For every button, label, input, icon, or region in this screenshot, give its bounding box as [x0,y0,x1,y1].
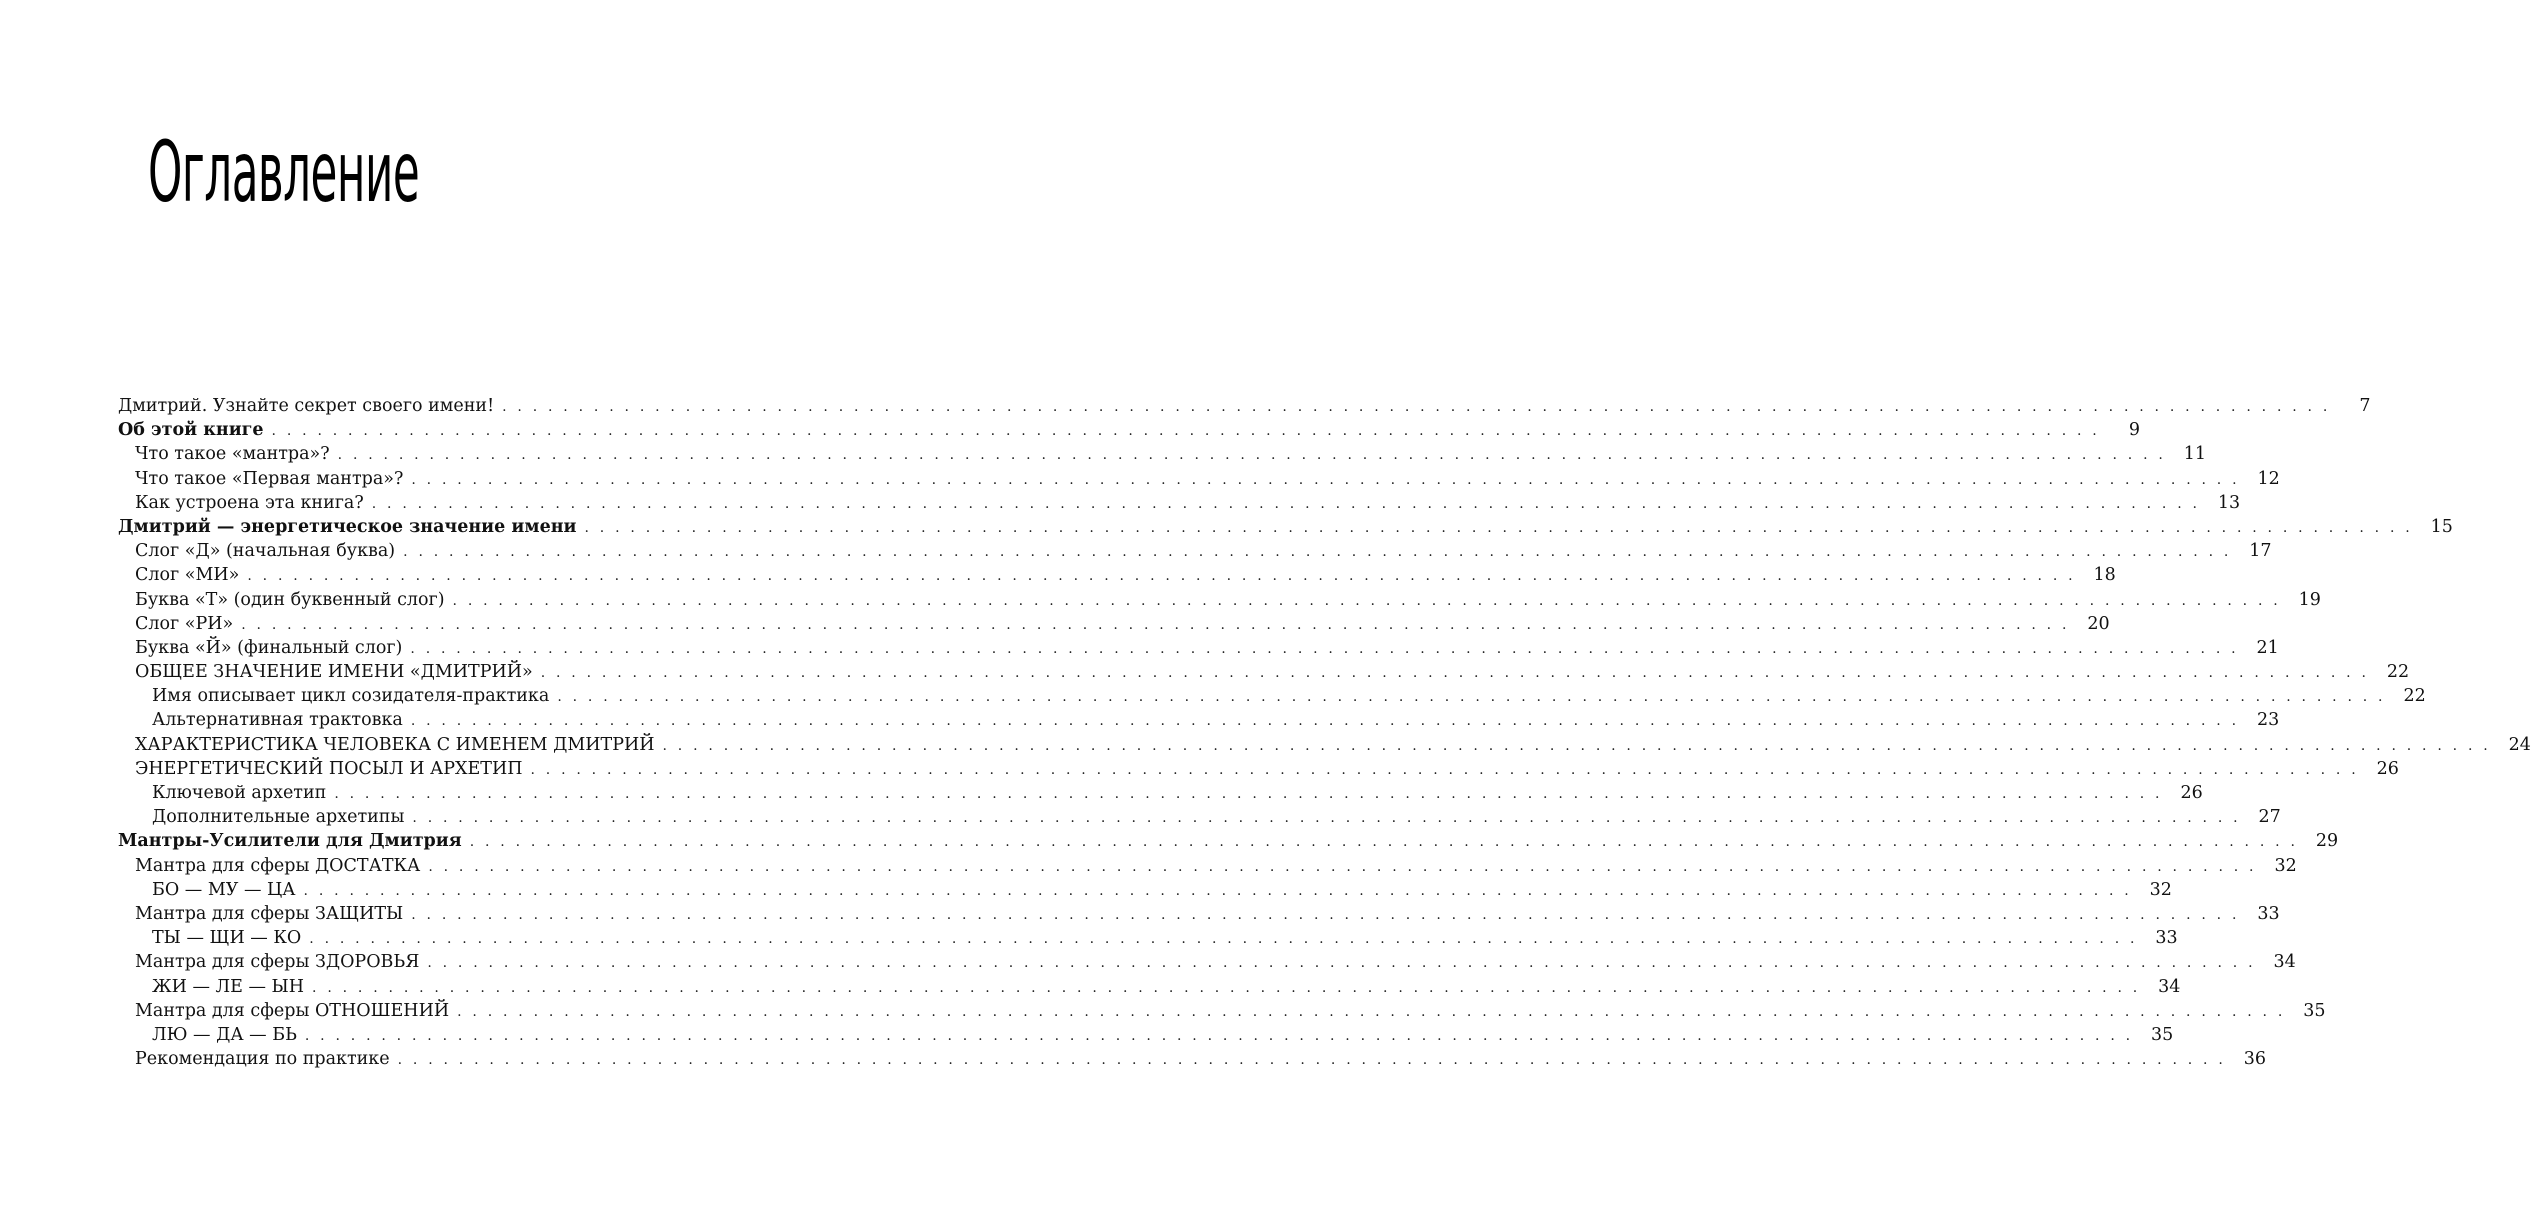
toc-dot-leader: . . . . . . . . . . . . . . . . . . . . . . . . . . . . . . . . . . . . . . . . . . . . . . . . . . . . . . . . . . . . . . . . . . . . . . . . . . . . . . . . . . . . . . . . . . . . . . . . . . . . . . . . . . . . . . . . . . . . . . . . [309,931,2138,948]
toc-dot-leader: . . . . . . . . . . . . . . . . . . . . . . . . . . . . . . . . . . . . . . . . . . . . . . . . . . . . . . . . . . . . . . . . . . . . . . . . . . . . . . . . . . . . . . . . . . . . . . . . . . . . . . . . . . . . . . . . . . . . . . . . [428,858,2257,875]
toc-entry-page-number: 9 [2128,420,2140,441]
toc-entry-page-number: 12 [2257,468,2280,489]
toc-entry[interactable] [118,660,2410,684]
toc-entry[interactable] [118,878,2172,902]
toc-dot-leader: . . . . . . . . . . . . . . . . . . . . . . . . . . . . . . . . . . . . . . . . . . . . . . . . . . . . . . . . . . . . . . . . . . . . . . . . . . . . . . . . . . . . . . . . . . . . . . . . . . . . . . . . . . . . . . . . . . . . . . . . [502,399,2331,415]
toc-dot-leader: . . . . . . . . . . . . . . . . . . . . . . . . . . . . . . . . . . . . . . . . . . . . . . . . . . . . . . . . . . . . . . . . . . . . . . . . . . . . . . . . . . . . . . . . . . . . . . . . . . . . . . . . . . . . . . . . . . . . . . . . [304,1027,2134,1044]
toc-entry[interactable] [118,467,2280,491]
toc-entry-title: Буква «Й» (финальный слог) [135,637,403,658]
toc-dot-leader: . . . . . . . . . . . . . . . . . . . . . . . . . . . . . . . . . . . . . . . . . . . . . . . . . . . . . . . . . . . . . . . . . . . . . . . . . . . . . . . . . . . . . . . . . . . . . . . . . . . . . . . . . . . . . . . . . . . . . . . . [557,689,2386,706]
toc-entry-page-number: 20 [2087,613,2110,634]
toc-entry-title: ЖИ — ЛЕ — ЫН [152,976,305,997]
toc-dot-leader: . . . . . . . . . . . . . . . . . . . . . . . . . . . . . . . . . . . . . . . . . . . . . . . . . . . . . . . . . . . . . . . . . . . . . . . . . . . . . . . . . . . . . . . . . . . . . . . . . . . . . . . . . . . . . . . . . . . . . . . . [662,737,2491,754]
toc-entry-title: Слог «РИ» [135,613,234,634]
toc-entry-page-number: 34 [2158,976,2181,997]
toc-entry-page-number: 22 [2403,686,2426,707]
toc-entry-title: Слог «МИ» [135,565,240,586]
toc-entry[interactable] [118,999,2326,1023]
toc-entry-page-number: 32 [2274,855,2297,876]
toc-entry-page-number: 15 [2430,516,2453,537]
toc-entry-page-number: 11 [2183,444,2207,465]
toc-entry[interactable] [118,950,2296,974]
toc-entry-title: Что такое «Первая мантра»? [135,468,404,489]
page-title: Оглавление [148,123,420,221]
toc-dot-leader: . . . . . . . . . . . . . . . . . . . . . . . . . . . . . . . . . . . . . . . . . . . . . . . . . . . . . . . . . . . . . . . . . . . . . . . . . . . . . . . . . . . . . . . . . . . . . . . . . . . . . . . . . . . . . . . . . . . . . . . . [452,592,2281,609]
toc-entry[interactable] [118,684,2426,708]
toc-entry[interactable] [118,588,2321,612]
toc-dot-leader: . . . . . . . . . . . . . . . . . . . . . . . . . . . . . . . . . . . . . . . . . . . . . . . . . . . . . . . . . . . . . . . . . . . . . . . . . . . . . . . . . . . . . . . . . . . . . . . . . . . . . . . . . . . . . . . . . . . . . . . . [410,640,2239,657]
toc-entry-page-number: 33 [2155,928,2178,949]
toc-entry-title: Дмитрий. Узнайте секрет своего имени! [118,396,495,416]
toc-entry-page-number: 26 [2376,758,2399,779]
toc-dot-leader: . . . . . . . . . . . . . . . . . . . . . . . . . . . . . . . . . . . . . . . . . . . . . . . . . . . . . . . . . . . . . . . . . . . . . . . . . . . . . . . . . . . . . . . . . . . . . . . . . . . . . . . . . . . . . . . . . . . . . . . . [271,423,2100,440]
toc-dot-leader: . . . . . . . . . . . . . . . . . . . . . . . . . . . . . . . . . . . . . . . . . . . . . . . . . . . . . . . . . . . . . . . . . . . . . . . . . . . . . . . . . . . . . . . . . . . . . . . . . . . . . . . . . . . . . . . . . . . . . . . . [457,1003,2286,1020]
toc-dot-leader: . . . . . . . . . . . . . . . . . . . . . . . . . . . . . . . . . . . . . . . . . . . . . . . . . . . . . . . . . . . . . . . . . . . . . . . . . . . . . . . . . . . . . . . . . . . . . . . . . . . . . . . . . . . . . . . . . . . . . . . . [530,761,2359,778]
toc-entry[interactable] [118,829,2339,853]
toc-entry-page-number: 33 [2257,903,2280,924]
toc-dot-leader: . . . . . . . . . . . . . . . . . . . . . . . . . . . . . . . . . . . . . . . . . . . . . . . . . . . . . . . . . . . . . . . . . . . . . . . . . . . . . . . . . . . . . . . . . . . . . . . . . . . . . . . . . . . . . . . . . . . . . . . . [312,979,2141,996]
toc-entry[interactable] [118,805,2281,829]
toc-entry[interactable] [118,636,2279,660]
toc-entry-title: Мантры-Усилители для Дмитрия [118,831,462,852]
toc-entry-page-number: 21 [2256,637,2279,658]
toc-entry[interactable] [118,975,2181,999]
toc-entry-title: Об этой книге [118,420,264,441]
toc-entry-page-number: 13 [2217,492,2241,513]
toc-entry-title: Ключевой архетип [152,783,327,803]
toc-entry-title: Альтернативная трактовка [152,710,403,731]
toc-dot-leader: . . . . . . . . . . . . . . . . . . . . . . . . . . . . . . . . . . . . . . . . . . . . . . . . . . . . . . . . . . . . . . . . . . . . . . . . . . . . . . . . . . . . . . . . . . . . . . . . . . . . . . . . . . . . . . . . . . . . . . . . [303,882,2132,899]
toc-dot-leader: . . . . . . . . . . . . . . . . . . . . . . . . . . . . . . . . . . . . . . . . . . . . . . . . . . . . . . . . . . . . . . . . . . . . . . . . . . . . . . . . . . . . . . . . . . . . . . . . . . . . . . . . . . . . . . . . . . . . . . . . [371,495,2201,512]
toc-entry-title: ТЫ — ЩИ — КО [152,928,302,949]
toc-entry-page-number: 7 [2359,396,2371,416]
toc-entry[interactable] [118,612,2110,636]
toc-entry-title: Дмитрий — энергетическое значение имени [118,516,577,537]
toc-entry-title: ЛЮ — ДА — БЬ [152,1024,297,1045]
toc-dot-leader: . . . . . . . . . . . . . . . . . . . . . . . . . . . . . . . . . . . . . . . . . . . . . . . . . . . . . . . . . . . . . . . . . . . . . . . . . . . . . . . . . . . . . . . . . . . . . . . . . . . . . . . . . . . . . . . . . . . . . . . . [469,834,2299,851]
toc-entry-title: ОБЩЕЕ ЗНАЧЕНИЕ ИМЕНИ «ДМИТРИЙ» [135,662,533,683]
toc-dot-leader: . . . . . . . . . . . . . . . . . . . . . . . . . . . . . . . . . . . . . . . . . . . . . . . . . . . . . . . . . . . . . . . . . . . . . . . . . . . . . . . . . . . . . . . . . . . . . . . . . . . . . . . . . . . . . . . . . . . . . . . . [337,447,2167,464]
toc-entry-page-number: 32 [2149,879,2172,900]
toc-entry[interactable] [118,1047,2267,1071]
toc-entry-page-number: 29 [2315,831,2339,852]
toc-entry-title: БО — МУ — ЦА [152,879,296,900]
toc-dot-leader: . . . . . . . . . . . . . . . . . . . . . . . . . . . . . . . . . . . . . . . . . . . . . . . . . . . . . . . . . . . . . . . . . . . . . . . . . . . . . . . . . . . . . . . . . . . . . . . . . . . . . . . . . . . . . . . . . . . . . . . . [411,906,2240,923]
toc-entry-page-number: 17 [2249,541,2272,562]
toc-entry-title: ЭНЕРГЕТИЧЕСКИЙ ПОСЫЛ И АРХЕТИП [135,758,523,779]
toc-entry-title: Слог «Д» (начальная буква) [135,541,396,562]
toc-dot-leader: . . . . . . . . . . . . . . . . . . . . . . . . . . . . . . . . . . . . . . . . . . . . . . . . . . . . . . . . . . . . . . . . . . . . . . . . . . . . . . . . . . . . . . . . . . . . . . . . . . . . . . . . . . . . . . . . . . . . . . . . [397,1052,2227,1069]
toc-entry-page-number: 34 [2273,952,2296,973]
toc-entry-title: ХАРАКТЕРИСТИКА ЧЕЛОВЕКА С ИМЕНЕМ ДМИТРИЙ [135,734,655,755]
toc-entry-title: Мантра для сферы ОТНОШЕНИЙ [135,1000,450,1021]
toc-entry-page-number: 18 [2093,565,2116,586]
toc-entry-page-number: 26 [2180,783,2203,803]
toc-entry-title: Рекомендация по практике [135,1049,390,1070]
toc-entry-title: Мантра для сферы ЗАЩИТЫ [135,903,404,924]
toc-entry[interactable] [118,854,2297,878]
toc-entry-page-number: 36 [2243,1049,2267,1070]
toc-entry-page-number: 35 [2303,1000,2326,1021]
toc-entry-page-number: 35 [2151,1024,2174,1045]
toc-entry-title: Что такое «мантра»? [135,444,330,465]
toc-entry-title: Мантра для сферы ДОСТАТКА [135,855,421,876]
toc-entry[interactable] [118,515,2453,539]
toc-dot-leader: . . . . . . . . . . . . . . . . . . . . . . . . . . . . . . . . . . . . . . . . . . . . . . . . . . . . . . . . . . . . . . . . . . . . . . . . . . . . . . . . . . . . . . . . . . . . . . . . . . . . . . . . . . . . . . . . . . . . . . . . [540,665,2370,682]
toc-entry[interactable] [118,708,2280,732]
toc-dot-leader: . . . . . . . . . . . . . . . . . . . . . . . . . . . . . . . . . . . . . . . . . . . . . . . . . . . . . . . . . . . . . . . . . . . . . . . . . . . . . . . . . . . . . . . . . . . . . . . . . . . . . . . . . . . . . . . . . . . . . . . . [247,568,2076,585]
toc-dot-leader: . . . . . . . . . . . . . . . . . . . . . . . . . . . . . . . . . . . . . . . . . . . . . . . . . . . . . . . . . . . . . . . . . . . . . . . . . . . . . . . . . . . . . . . . . . . . . . . . . . . . . . . . . . . . . . . . . . . . . . . . [427,955,2256,972]
toc-entry[interactable] [118,563,2116,587]
toc-entry[interactable] [118,418,2140,442]
toc-dot-leader: . . . . . . . . . . . . . . . . . . . . . . . . . . . . . . . . . . . . . . . . . . . . . . . . . . . . . . . . . . . . . . . . . . . . . . . . . . . . . . . . . . . . . . . . . . . . . . . . . . . . . . . . . . . . . . . . . . . . . . . . [584,519,2413,536]
toc-entry-page-number: 24 [2508,734,2531,755]
toc-entry[interactable] [118,757,2399,781]
toc-entry[interactable] [118,491,2241,515]
toc-entry-page-number: 27 [2258,807,2281,828]
toc-entry-title: Как устроена эта книга? [135,492,364,513]
toc-entry[interactable] [118,1023,2174,1047]
toc-entry[interactable] [118,902,2280,926]
toc-dot-leader: . . . . . . . . . . . . . . . . . . . . . . . . . . . . . . . . . . . . . . . . . . . . . . . . . . . . . . . . . . . . . . . . . . . . . . . . . . . . . . . . . . . . . . . . . . . . . . . . . . . . . . . . . . . . . . . . . . . . . . . . [411,471,2240,488]
toc-dot-leader: . . . . . . . . . . . . . . . . . . . . . . . . . . . . . . . . . . . . . . . . . . . . . . . . . . . . . . . . . . . . . . . . . . . . . . . . . . . . . . . . . . . . . . . . . . . . . . . . . . . . . . . . . . . . . . . . . . . . . . . . [403,544,2232,561]
toc-entry-title: Мантра для сферы ЗДОРОВЬЯ [135,952,420,973]
toc-entry-title: Имя описывает цикл созидателя-практика [152,686,550,707]
toc-entry[interactable] [118,781,2203,805]
table-of-contents [118,394,2531,1071]
toc-entry-page-number: 22 [2386,662,2410,683]
toc-entry-title: Буква «Т» (один буквенный слог) [135,589,445,610]
toc-entry[interactable] [118,394,2371,418]
toc-entry-page-number: 19 [2298,589,2321,610]
toc-dot-leader: . . . . . . . . . . . . . . . . . . . . . . . . . . . . . . . . . . . . . . . . . . . . . . . . . . . . . . . . . . . . . . . . . . . . . . . . . . . . . . . . . . . . . . . . . . . . . . . . . . . . . . . . . . . . . . . . . . . . . . . . [334,786,2163,802]
toc-dot-leader: . . . . . . . . . . . . . . . . . . . . . . . . . . . . . . . . . . . . . . . . . . . . . . . . . . . . . . . . . . . . . . . . . . . . . . . . . . . . . . . . . . . . . . . . . . . . . . . . . . . . . . . . . . . . . . . . . . . . . . . . [412,810,2241,827]
toc-entry[interactable] [118,926,2178,950]
toc-entry-title: Дополнительные архетипы [152,807,405,828]
toc-entry[interactable] [118,733,2531,757]
toc-dot-leader: . . . . . . . . . . . . . . . . . . . . . . . . . . . . . . . . . . . . . . . . . . . . . . . . . . . . . . . . . . . . . . . . . . . . . . . . . . . . . . . . . . . . . . . . . . . . . . . . . . . . . . . . . . . . . . . . . . . . . . . . [241,616,2070,633]
toc-entry[interactable] [118,442,2207,466]
toc-entry[interactable] [118,539,2272,563]
toc-dot-leader: . . . . . . . . . . . . . . . . . . . . . . . . . . . . . . . . . . . . . . . . . . . . . . . . . . . . . . . . . . . . . . . . . . . . . . . . . . . . . . . . . . . . . . . . . . . . . . . . . . . . . . . . . . . . . . . . . . . . . . . . [410,713,2240,730]
toc-entry-page-number: 23 [2256,710,2280,731]
